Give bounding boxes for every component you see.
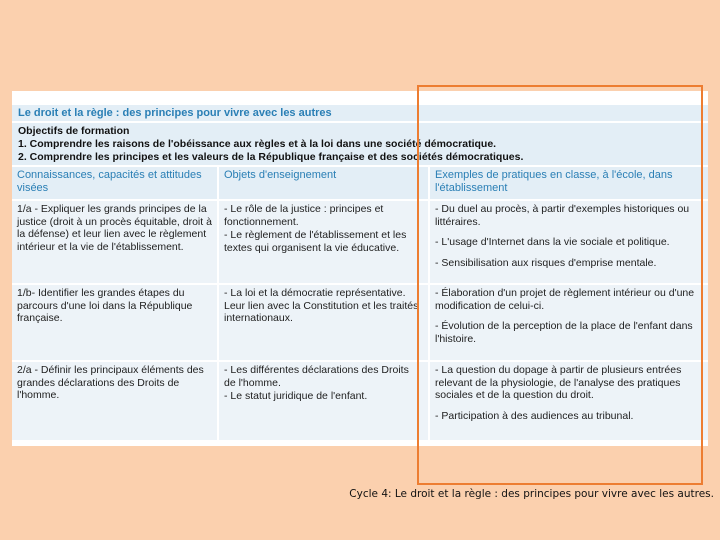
list-item: - Le règlement de l'établissement et les textes qui organisent la vie éducative. (224, 229, 407, 254)
row2-competence (12, 285, 217, 360)
header-competences: Connaissances, capacités et attitudes visées (12, 167, 217, 199)
list-item: - Participation à des audiences au tribunal. (435, 409, 634, 422)
row3-competence (12, 362, 217, 440)
list-item: - La loi et la démocratie représentative. Leur lien avec la Constitution et les traités internationaux. (224, 287, 419, 324)
objective-2: 2. Comprendre les principes et les valeurs de la République française et des sociétés démocratiques. (18, 151, 524, 163)
list-item: - La question du dopage à partir de plusieurs entrées relevant de la physiologie, de l'analyse des pratiques sociales et de la question du droit. (435, 364, 682, 401)
header-objects: Objets d'enseignement (219, 167, 428, 199)
list-item: - Le rôle de la justice : principes et fonctionnement. (224, 203, 384, 228)
list-item: - L'usage d'Internet dans la vie sociale et politique. (435, 236, 670, 248)
table-cell-text: 1/a - Expliquer les grands principes de la justice (droit à un procès équitable, droit à la défense) et leur lien avec le règlement intérieur et la vie de l'établissement. (17, 203, 212, 253)
list-item: - Évolution de la perception de la place de l'enfant dans l'histoire. (435, 320, 693, 345)
document-title: Le droit et la règle : des principes pour vivre avec les autres (12, 105, 708, 121)
list-item: - Sensibilisation aux risques d'emprise mentale. (435, 256, 657, 269)
header-practices: Exemples de pratiques en classe, à l'école, dans l'établissement (430, 167, 708, 199)
slide-caption: Cycle 4: Le droit et la règle : des principes pour vivre avec les autres. (349, 488, 714, 500)
objective-1: 1. Comprendre les raisons de l'obéissance aux règles et à la loi dans une société démocratique. (18, 138, 497, 150)
objectives-heading: Objectifs de formation (18, 125, 130, 137)
table-cell-text: 2/a - Définir les principaux éléments des grandes déclarations des Droits de l'homme. (17, 364, 204, 401)
row3-objects (219, 362, 428, 440)
row2-objects (219, 285, 428, 360)
list-item: - Du duel au procès, à partir d'exemples historiques ou littéraires. (435, 203, 690, 228)
list-item: - Les différentes déclarations des Droits de l'homme. (224, 364, 409, 389)
row1-competence (12, 201, 217, 283)
highlight-frame (417, 85, 703, 485)
row1-objects (219, 201, 428, 283)
table-cell-text: 1/b- Identifier les grandes étapes du parcours d'une loi dans la République française. (17, 287, 193, 324)
list-item: - Le statut juridique de l'enfant. (224, 390, 368, 402)
list-item: - Élaboration d'un projet de règlement intérieur ou d'une modification de celui-ci. (435, 287, 695, 312)
